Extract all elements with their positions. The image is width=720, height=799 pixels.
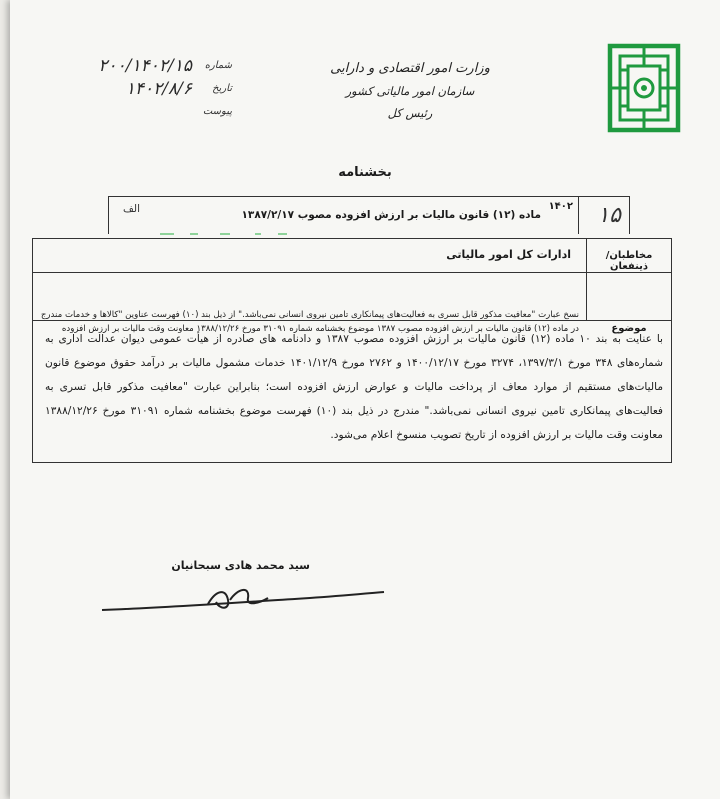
recipients-row bbox=[33, 239, 671, 273]
ministry-header bbox=[310, 58, 510, 124]
organization-name: سازمان امور مالیاتی کشور bbox=[345, 84, 475, 98]
circular-number: ۱۵ bbox=[597, 203, 621, 228]
date-label: تاریخ bbox=[212, 83, 232, 94]
handwritten-signature bbox=[98, 570, 388, 620]
date-row bbox=[32, 79, 232, 102]
number-row bbox=[32, 56, 232, 79]
stray-marks bbox=[160, 232, 290, 237]
circular-subject-box bbox=[108, 196, 630, 234]
circular-year: ۱۴۰۲ bbox=[548, 201, 573, 212]
signer-name: سید محمد هادی سبحانیان bbox=[171, 559, 310, 572]
document-sheet bbox=[10, 0, 720, 799]
circular-body-text: با عنایت به بند ۱۰ ماده (۱۲) قانون مالیات بر ارزش افزوده مصوب ۱۳۸۷ و دادنامه های صادره از هیأت عمومی دیوان عدالت اداری به شماره‌های ۳۴۸ مورخ ۱۳۹۷/۳/۱، ۳۲۷۴ مورخ ۱۴۰۰/۱۲/۱۷ و ۲۷۶۲ مورخ ۱۴۰۱/۱۲/۹ خدمات مشمول مالیات بر درآمد حقوق موضوع قانون مالیات‌های مستقیم از موارد معاف از پرداخت مالیات و عوارض ارزش افزوده است؛ بنابراین عبارت "معافیت مذکور قابل تسری به فعالیت‌های پیمانکاری تامین نیروی انسانی نمی‌باشد." مندرج در ذیل بند (۱۰) فهرست موضوع بخشنامه شماره ۳۱۰۹۱ مورخ ۱۳۸۸/۱۲/۲۶ معاونت وقت مالیات بر ارزش افزوده از تاریخ تصویب منسوخ اعلام می‌شود. bbox=[45, 333, 664, 441]
subject-label: موضوع bbox=[611, 323, 647, 334]
recipients-value: ادارات کل امور مالیاتی bbox=[446, 248, 571, 261]
document-title: بخشنامه bbox=[338, 165, 392, 180]
recipients-label: مخاطبان/ ذینفعان bbox=[605, 250, 653, 272]
number-value: ۲۰۰/۱۴۰۲/۱۵ bbox=[98, 56, 192, 76]
circular-subject: ماده (۱۲) قانون مالیات بر ارزش افزوده مصوب ۱۳۸۷/۲/۱۷ bbox=[241, 209, 541, 221]
attachment-row bbox=[32, 102, 232, 125]
subject-value: نسخ عبارت "معافیت مذکور قابل تسری به فعالیت‌های پیمانکاری تامین نیروی انسانی نمی‌باشد." از ذیل بند (۱۰) فهرست عناوین "کالاها و خدمات مندرج در ماده (۱۲) قانون مالیات بر ارزش افزوده مصوب ۱۳۸۷ موضوع بخشنامه شماره ۳۱۰۹۱ مورخ ۱۳۸۸/۱۲/۲۶ معاونت وقت مالیات بر ارزش افزوده bbox=[40, 310, 579, 334]
tax-organization-emblem-icon bbox=[606, 40, 682, 136]
circular-code: الف bbox=[123, 203, 140, 215]
attachment-label: پیوست bbox=[202, 106, 232, 117]
subject-row bbox=[33, 272, 671, 334]
label-column-divider bbox=[586, 239, 587, 320]
date-value: ۱۴۰۲/۸/۶ bbox=[125, 79, 192, 99]
subject-divider bbox=[578, 197, 579, 234]
letter-meta bbox=[32, 56, 232, 125]
number-label: شماره bbox=[204, 60, 232, 71]
office-name: رئیس کل bbox=[387, 106, 433, 120]
ministry-name: وزارت امور اقتصادی و دارایی bbox=[330, 61, 490, 76]
circular-table bbox=[32, 238, 672, 463]
